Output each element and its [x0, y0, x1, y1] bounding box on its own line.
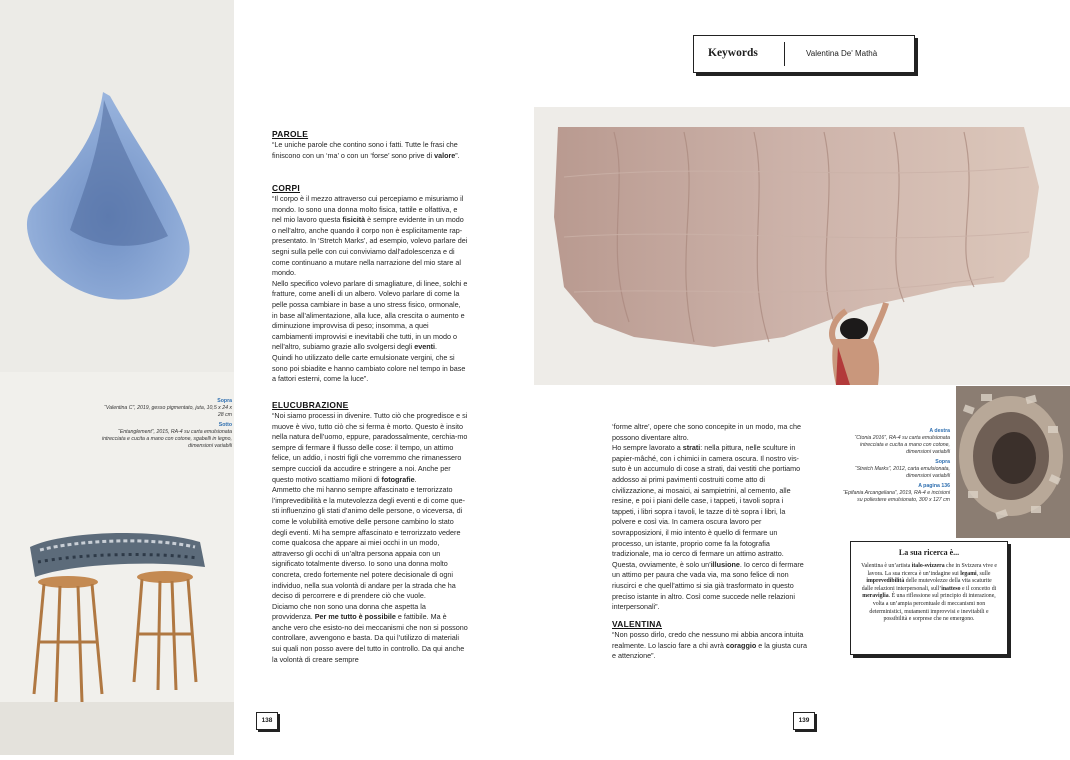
caption-sopra-heading: Sopra [217, 398, 232, 404]
photo-blue-sculpture [0, 0, 234, 372]
section-body-elucubrazione-right: ‘forme altre’, opere che sono concepite in un modo, ma che possono diventare altro. Ho sempre lavorato a strati: nella pittura, nelle sculture in papier-mâché, con i chimici in camera oscura. Il nostro vis-suto è un accumulo di cose a strati, dai vestiti che portiamo addosso ai primi pavimenti costruiti come atto di civilizzazione, ai mosaici, ai sampietrini, al cemento, alle resine, e poi i piani delle case, i tappeti, i tavoli sopra i tappeti, i libri sopra i tavoli, le tazze di tè sopra i libri, la polvere e così via. In camera oscura lavoro per sovrapposizioni, il mio intento è quello di fermare un processo, un istante, proprio come fa la fotografia tradizionale, ma io cerco di fermare un attimo astratto. Questa, ovviamente, è solo un’illusione. Io cerco di fermare un attimo per paura che vada via, ma sono felice di non riuscirci e che quell’attimo si sia già trasformato in questo preciso istante in altro. Così come succede nelle relazioni interpersonali”. [612, 422, 804, 612]
caption-sopra-right-text: “Stretch Marks”, 2012, carta emulsionata, dimensioni variabili [854, 466, 950, 479]
caption-sotto-text: “Entanglement”, 2015, RA-4 su carta emulsionata intrecciata e cucita a mano con cotone, sgabelli in legno, dimensioni variabili [101, 429, 232, 449]
keywords-label: Keywords [708, 47, 758, 59]
section-title-valentina: VALENTINA [612, 619, 663, 629]
stretch-marks-illustration [534, 107, 1070, 385]
blue-sculpture-illustration [0, 0, 234, 372]
author-name: Valentina De' Mathà [806, 49, 878, 58]
page-number-right: 139 [793, 712, 815, 730]
caption-sotto-heading: Sotto [218, 422, 232, 428]
section-body-valentina: “Non posso dirlo, credo che nessuno mi abbia ancora intuita realmente. Lo lascio fare a chi avrà coraggio e la giusta cura e attenzione”. [612, 630, 807, 661]
caption-sopra-text: “Valentina C”, 2019, gesso pigmentato, juta, 10,5 x 24 x 28 cm [104, 405, 232, 418]
caption-adestra-text: “Ctonia 2016”, RA-4 su carta emulsionata intrecciata e cucita a mano con cotone, dimensioni variabili [854, 435, 950, 455]
section-body-elucubrazione-left: “Noi siamo processi in divenire. Tutto ciò che progredisce e si muove è vivo, tutto ciò che si ferma è morto. Questo è insito nella natura dell’uomo, eppure, paradossalmente, cerchia-mo sempre di fermare il flusso delle cose: il tempo, un attimo felice, un addio, i nostri figli che vorremmo che rimanessero sempre cuccioli da accudire e stringere a noi. Anche per questo motivo scattiamo milioni di fotografie. Ammetto che mi hanno sempre affascinato e terrorizzato l’imprevedibilità e la mutevolezza degli eventi e di come que-sti influenzino gli stati d’animo delle persone, o viceversa, di come le volubilità emotive delle persone cambino lo stato degli eventi. Mi ha sempre affascinato e terrorizzato vedere come qualcosa che appare ai miei occhi in un modo, attraverso gli occhi di un’altra persona appaia con un significato totalmente diverso. Io sono una donna molto concreta, credo fortemente nel potere decisionale di ogni individuo, nella sua volontà di andare per la strada che ha deciso di percorrere e di prendere ciò che vuole. Diciamo che non sono una donna che aspetta la provvidenza. Per me tutto è possibile e fattibile. Ma è anche vero che esisto-no dei meccanismi che non si possono controllare, avvengono e basta. Da qui l’utilizzo di materiali sui quali non posso avere del tutto in controllo. Da qui anche la volontà di creare sempre [272, 411, 468, 664]
section-body-corpi: “Il corpo è il mezzo attraverso cui percepiamo e misuriamo il mondo. Io sono una donna molto fisica, tattile e olfattiva, e nel mio lavoro questa fisicità è sempre evidente in un modo o nell’altro, anche quando il corpo non è esplicitamente rap-presentato. In ‘Stretch Marks’, ad esempio, volevo parlare dei segni sulla pelle con cui conviviamo dall’adolescenza e di come continuano a mutare nella narrazione del mio stare al mondo. Nello specifico volevo parlare di smagliature, di linee, solchi e fratture, come anelli di un albero. Volevo parlare di come la pelle possa cambiare in base a uno stress fisico, ormonale, in base all’alimentazione, alla luce, alla crescita o aumento e diminuzione improvvisa di peso; insomma, a quei cambiamenti improvvisi e inevitabili che tutti, in un modo o nell’altro, subiamo grazie allo svolgersi degli eventi. Quindi ho utilizzato delle carte emulsionate vergini, che si sono poi sbiadite e hanno cambiato colore nel tempo in base a fattori esterni, come la luce”. [272, 194, 468, 384]
header-divider [784, 42, 785, 66]
page-number-left: 138 [256, 712, 278, 730]
section-title-elucubrazione: ELUCUBRAZIONE [272, 400, 349, 410]
section-title-corpi: CORPI [272, 183, 301, 193]
ctonia-illustration [956, 386, 1070, 538]
caption-sopra-right-heading: Sopra [935, 459, 950, 465]
section-body-parole: “Le uniche parole che contino sono i fatti. Tutte le frasi che finiscono con un ‘ma’ o con un ‘forse’ sono prive di valore”. [272, 140, 460, 160]
section-title-parole: PAROLE [272, 129, 309, 139]
caption-right [840, 428, 950, 504]
photo-ctonia [956, 386, 1070, 538]
info-box-body: Valentina è un’artista italo-svizzera che in Svizzera vive e lavora. La sua ricerca è un’indagine sui legami, sulle imprevedibilità delle mutevolezze della vita scaturite dalle relazioni interpersonali, sull’inatteso e il concetto di meraviglia. È una riflessione sul principio di interazione, volta a un’ampia percentuale di meccanismi non deterministici, mutamenti improvvisi e inevitabili e possibilità e sorprese che ne emergono. [861, 563, 997, 623]
caption-apagina-heading: A pagina 136 [918, 483, 950, 489]
keywords-header [693, 35, 915, 73]
caption-apagina-text: “Epifania Arcangeliana”, 2019, RA-4 e incisioni su poliestere emulsionato, 300 x 127 cm [842, 490, 950, 503]
info-box [850, 541, 1008, 655]
caption-adestra-heading: A destra [929, 428, 950, 434]
caption-left [100, 398, 232, 450]
photo-stretch-marks [534, 107, 1070, 385]
info-box-title: La sua ricerca è... [898, 548, 960, 557]
